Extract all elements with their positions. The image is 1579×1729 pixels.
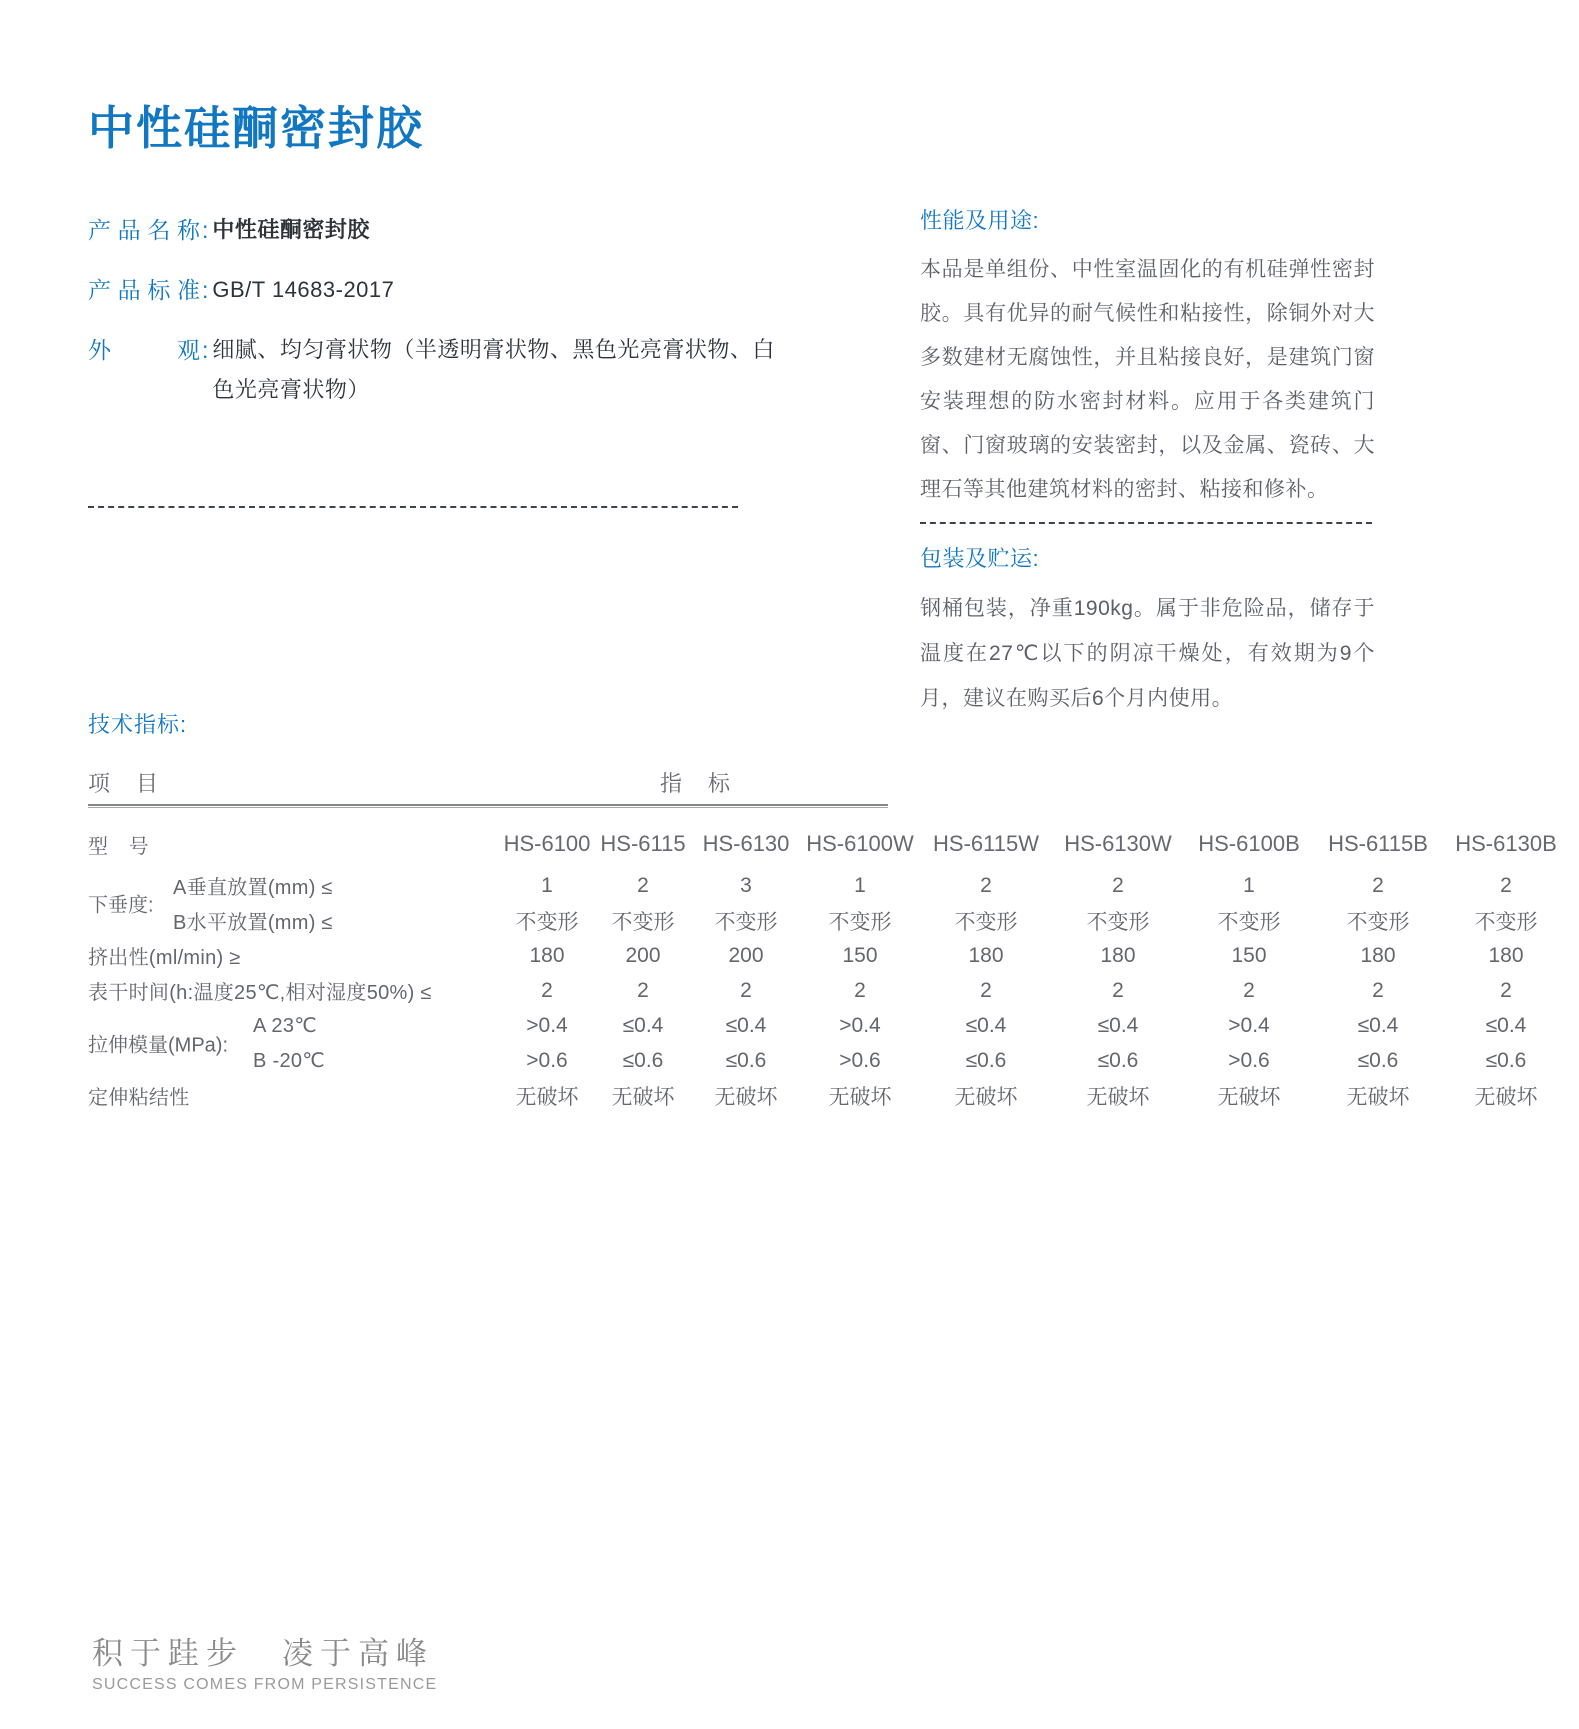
spec-row-label: A 23℃ xyxy=(253,1015,317,1037)
spec-row-label: 表干时间(h:温度25℃,相对湿度50%) ≤ xyxy=(88,982,432,1004)
footer xyxy=(92,1636,437,1696)
model-name: HS-6115B xyxy=(1328,831,1428,856)
packaging-text: 钢桶包装，净重190kg。属于非危险品，储存于温度在27℃以下的阴凉干燥处，有效期为9个月，建议在购买后6个月内使用。 xyxy=(920,597,1375,710)
spec-value: ≤0.4 xyxy=(1485,1013,1527,1037)
spec-value: 1 xyxy=(541,873,553,897)
spec-value: 不变形 xyxy=(1086,910,1150,934)
spec-value: ≤0.4 xyxy=(1357,1013,1399,1037)
footer-slogan-cn: 积于跬步 凌于高峰 xyxy=(92,1636,434,1671)
spec-value: >0.6 xyxy=(839,1048,881,1072)
spec-value: 无破坏 xyxy=(1217,1085,1281,1109)
model-name: HS-6100 xyxy=(503,831,591,856)
page-title: 中性硅酮密封胶 xyxy=(88,102,424,154)
spec-value: 1 xyxy=(854,873,866,897)
product-name-label: 产品名称 xyxy=(88,217,200,243)
spec-value: 不变形 xyxy=(1346,910,1410,934)
spec-value: 无破坏 xyxy=(1474,1085,1538,1109)
spec-value: 180 xyxy=(1360,943,1396,967)
spec-value: >0.6 xyxy=(1228,1048,1270,1072)
spec-row-label: A垂直放置(mm) ≤ xyxy=(173,877,333,899)
spec-value: 200 xyxy=(625,943,661,967)
spec-value: 无破坏 xyxy=(714,1085,778,1109)
spec-value: 150 xyxy=(1231,943,1267,967)
model-name: HS-6130W xyxy=(1064,831,1172,856)
model-row-label: 型 号 xyxy=(88,835,149,858)
spec-value: 2 xyxy=(541,978,553,1002)
spec-value: 2 xyxy=(1112,873,1124,897)
spec-value: ≤0.6 xyxy=(965,1048,1007,1072)
spec-value: 200 xyxy=(728,943,764,967)
spec-value: 不变形 xyxy=(1474,910,1538,934)
spec-value: 不变形 xyxy=(515,910,579,934)
spec-value: 150 xyxy=(842,943,878,967)
product-standard-row xyxy=(88,270,788,310)
spec-value: 2 xyxy=(854,978,866,1002)
spec-value: 不变形 xyxy=(1217,910,1281,934)
model-row xyxy=(88,820,1570,868)
spec-value: 2 xyxy=(1372,873,1384,897)
spec-value: 无破坏 xyxy=(1086,1085,1150,1109)
spec-value: 180 xyxy=(1488,943,1524,967)
double-rule xyxy=(88,804,888,808)
model-name: HS-6115 xyxy=(600,831,686,856)
spec-value: 无破坏 xyxy=(828,1085,892,1109)
appearance-value: 细腻、均匀膏状物（半透明膏状物、黑色光亮膏状物、白色光亮膏状物） xyxy=(212,337,775,402)
spec-row-label: 定伸粘结性 xyxy=(88,1087,190,1109)
spec-row xyxy=(88,973,1570,1008)
spec-value: 2 xyxy=(637,873,649,897)
model-name: HS-6100B xyxy=(1198,831,1300,856)
spec-value: 2 xyxy=(740,978,752,1002)
spec-group-label: 拉伸模量(MPa): xyxy=(88,1034,228,1057)
spec-row-label: B水平放置(mm) ≤ xyxy=(173,912,333,934)
spec-value: ≤0.4 xyxy=(622,1013,664,1037)
spec-value: 2 xyxy=(980,978,992,1002)
spec-value: ≤0.4 xyxy=(725,1013,767,1037)
model-name: HS-6130 xyxy=(702,831,790,856)
packaging-heading: 包装及贮运: xyxy=(920,546,1040,571)
spec-value: 2 xyxy=(1243,978,1255,1002)
spec-value: 不变形 xyxy=(611,910,675,934)
spec-value: >0.6 xyxy=(526,1048,568,1072)
colon: : xyxy=(202,277,209,303)
spec-value: 无破坏 xyxy=(515,1085,579,1109)
spec-value: >0.4 xyxy=(839,1013,881,1037)
spec-value: 无破坏 xyxy=(1346,1085,1410,1109)
spec-row xyxy=(88,1078,1570,1113)
spec-value: >0.4 xyxy=(1228,1013,1270,1037)
spec-row xyxy=(88,1043,1570,1078)
footer-slogan-en: SUCCESS COMES FROM PERSISTENCE xyxy=(92,1676,438,1693)
model-name: HS-6130B xyxy=(1455,831,1557,856)
spec-value: 2 xyxy=(1500,873,1512,897)
product-name-row xyxy=(88,210,788,250)
column-header-item: 项 目 xyxy=(88,770,161,796)
spec-value: 无破坏 xyxy=(611,1085,675,1109)
spec-row-group xyxy=(88,1008,1570,1078)
spec-value: >0.4 xyxy=(526,1013,568,1037)
dashed-divider-right xyxy=(920,522,1372,524)
performance-heading: 性能及用途: xyxy=(920,208,1040,233)
colon: : xyxy=(202,217,209,243)
model-name: HS-6115W xyxy=(933,831,1039,856)
spec-row xyxy=(88,938,1570,973)
spec-value: 180 xyxy=(1100,943,1136,967)
product-standard-value: GB/T 14683-2017 xyxy=(212,277,395,302)
spec-value: 3 xyxy=(740,873,752,897)
right-column xyxy=(920,206,1375,721)
dashed-divider-left xyxy=(88,506,738,508)
spec-value: 2 xyxy=(980,873,992,897)
spec-value: ≤0.6 xyxy=(725,1048,767,1072)
appearance-row xyxy=(88,330,788,410)
spec-value: 2 xyxy=(1112,978,1124,1002)
performance-text: 本品是单组份、中性室温固化的有机硅弹性密封胶。具有优异的耐气候性和粘接性，除铜外对大多数建材无腐蚀性，并且粘接良好，是建筑门窗安装理想的防水密封材料。应用于各类建筑门窗、门窗玻璃的安装密封，以及金属、瓷砖、大理石等其他建筑材料的密封、粘接和修补。 xyxy=(920,258,1375,501)
spec-value: 1 xyxy=(1243,873,1255,897)
model-name: HS-6100W xyxy=(806,831,914,856)
spec-value: ≤0.6 xyxy=(1357,1048,1399,1072)
spec-value: ≤0.6 xyxy=(622,1048,664,1072)
product-info-section xyxy=(88,210,788,430)
spec-row-label: 挤出性(ml/min) ≥ xyxy=(88,947,241,969)
spec-table xyxy=(88,760,1570,1113)
appearance-label: 外观 xyxy=(88,337,200,363)
spec-value: 2 xyxy=(1372,978,1384,1002)
spec-value: ≤0.6 xyxy=(1097,1048,1139,1072)
spec-value: 180 xyxy=(529,943,565,967)
spec-value: 2 xyxy=(637,978,649,1002)
spec-group-label: 下垂度: xyxy=(88,894,154,917)
spec-value: ≤0.4 xyxy=(1097,1013,1139,1037)
spec-row xyxy=(88,903,1570,938)
spec-row-group xyxy=(88,868,1570,938)
spec-row xyxy=(88,1008,1570,1043)
column-header-indicator: 指 标 xyxy=(660,770,733,796)
spec-row xyxy=(88,868,1570,903)
spec-value: 180 xyxy=(968,943,1004,967)
product-standard-label: 产品标准 xyxy=(88,277,200,303)
product-name-value: 中性硅酮密封胶 xyxy=(212,217,370,242)
spec-value: 2 xyxy=(1500,978,1512,1002)
spec-value: 不变形 xyxy=(828,910,892,934)
spec-table-body xyxy=(88,868,1570,1113)
spec-value: 不变形 xyxy=(714,910,778,934)
spec-value: 无破坏 xyxy=(954,1085,1018,1109)
spec-value: ≤0.6 xyxy=(1485,1048,1527,1072)
spec-value: 不变形 xyxy=(954,910,1018,934)
colon: : xyxy=(202,337,209,363)
spec-value: ≤0.4 xyxy=(965,1013,1007,1037)
spec-table-header xyxy=(88,760,1570,804)
spec-row-label: B -20℃ xyxy=(253,1050,326,1072)
tech-spec-heading: 技术指标: xyxy=(88,712,188,737)
